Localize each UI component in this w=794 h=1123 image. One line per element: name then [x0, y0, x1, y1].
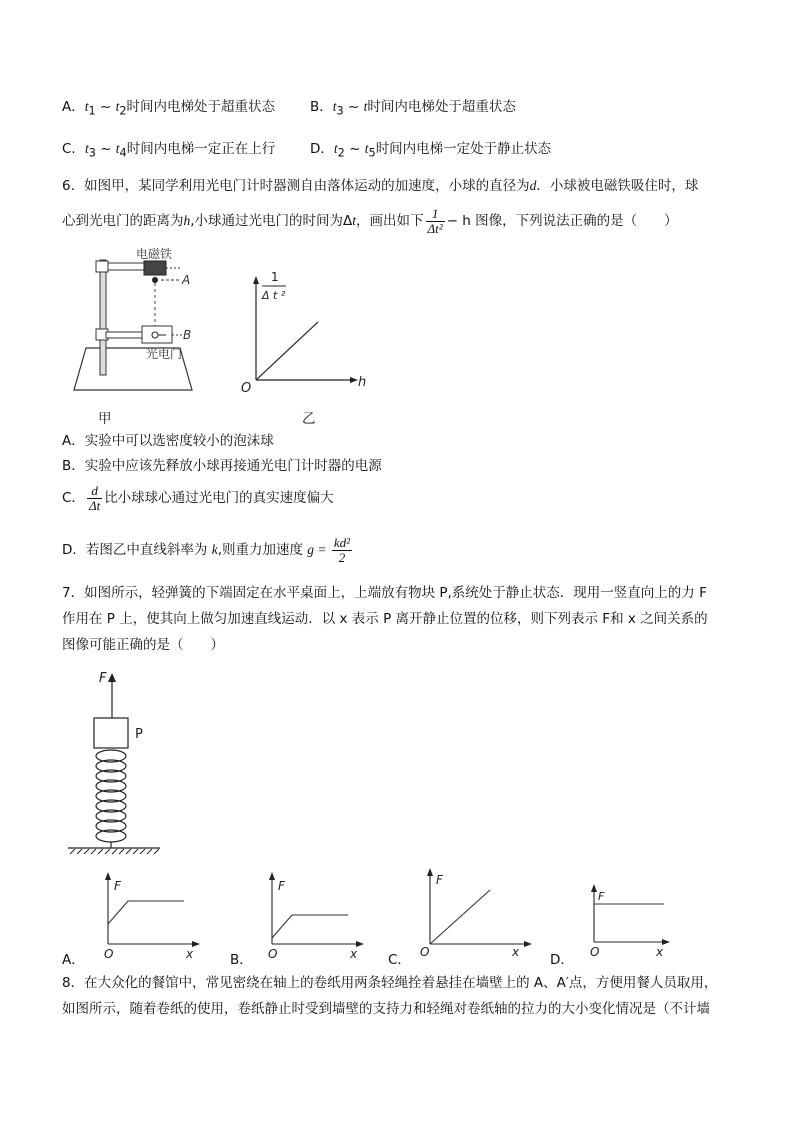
q6-origin: O [241, 381, 252, 396]
q6-caption-jia: 甲 [98, 411, 112, 427]
q6-y-den: Δ t ² [262, 289, 286, 302]
svg-text:O: O [268, 947, 278, 961]
q6-label-gate: 光电门 [146, 347, 183, 361]
svg-text:F: F [278, 879, 285, 893]
q6-option-d: D．若图乙中直线斜率为 k,则重力加速度 g = $\frac{\text{kd²}}{2}$ [62, 534, 351, 565]
q6-option-c: C． $\frac{d}{\Delta t}$ 比小球球心通过光电门的真实速度偏大 [62, 482, 334, 513]
svg-text:O: O [420, 945, 430, 959]
q7-option-a-graph [98, 870, 208, 960]
q6-label-magnet: 电磁铁 [136, 247, 173, 261]
q6-stem-fraction: $\frac{1}{\text{Δt²}}$ [427, 205, 443, 236]
q7-option-b-key: B． [230, 952, 253, 968]
q6-option-a: A．实验中可以选密度较小的泡沫球 [62, 433, 274, 449]
svg-text:F: F [114, 879, 121, 893]
q6-option-c-fraction: $\frac{d}{\Delta t}$ [88, 482, 101, 513]
q7-option-c-graph [420, 866, 540, 959]
svg-text:x: x [512, 945, 520, 959]
q6-y-num: 1 [271, 270, 279, 284]
q6-option-b: B．实验中应该先释放小球再接通光电门计时器的电源 [62, 458, 382, 474]
q7-option-a-curve [108, 901, 184, 924]
q7-option-b-graph [262, 870, 372, 960]
svg-text:F: F [436, 873, 443, 887]
q5-option-c: C．$t_3$ ~ $t_4$时间内电梯一定正在上行 [62, 141, 276, 160]
q7-block-label: P [135, 727, 143, 742]
q7-stem-line1: 7．如图所示，轻弹簧的下端固定在水平桌面上，上端放有物块 P,系统处于静止状态．现用一竖直向上的力 F [62, 585, 707, 601]
q5-option-a: A．$t_1$ ~ $t_2$时间内电梯处于超重状态 [62, 99, 276, 118]
q5-option-b: B．$t_3$ ~ t时间内电梯处于超重状态 [310, 99, 516, 118]
svg-text:O: O [590, 945, 600, 959]
q8-stem-line1: 8．在大众化的餐馆中，常见密绕在轴上的卷纸用两条轻绳拴着悬挂在墙壁上的 A、A′点，方便用餐人员取用， [62, 975, 718, 991]
q6-stem-line1: 6．如图甲，某同学利用光电门计时器测自由落体运动的加速度，小球的直径为d．小球被电磁铁吸住时，球 [62, 178, 699, 194]
q6-caption-yi: 乙 [302, 411, 316, 427]
q8-stem-line2: 如图所示，随着卷纸的使用，卷纸静止时受到墙壁的支持力和轻绳对卷纸轴的拉力的大小变化情况是（不计墙 [62, 1001, 710, 1017]
svg-text:x: x [350, 947, 358, 961]
q7-spring-figure [62, 668, 172, 858]
q6-stem-line2: 心到光电门的距离为h,小球通过光电门的时间为Δt，画出如下 $\frac{1}{\text{Δt²}}$ − h 图像，下列说法正确的是（ ） [62, 205, 678, 236]
q6-graph-line [256, 322, 318, 380]
q6-option-d-fraction: $\frac{\text{kd²}}{2}$ [333, 534, 351, 565]
svg-text:F: F [598, 890, 605, 903]
q6-figure-jia [62, 245, 262, 395]
q7-stem-line2: 作用在 P 上，使其向上做匀加速直线运动．以 x 表示 P 离开静止位置的位移，则下列表示 F和 x 之间关系的 [62, 611, 708, 627]
q6-figure-yi [240, 268, 380, 396]
q7-option-d-key: D． [550, 952, 574, 968]
svg-text:x: x [656, 945, 664, 959]
q7-option-c-key: C． [388, 952, 411, 968]
q7-stem-line3: 图像可能正确的是（ ） [62, 637, 224, 653]
svg-text:x: x [186, 947, 194, 961]
q7-option-d-graph [584, 882, 694, 972]
q6-label-a: A [182, 273, 191, 287]
svg-text:O: O [104, 947, 114, 961]
q5-option-d: D．$t_2$ ~ $t_5$时间内电梯一定处于静止状态 [310, 141, 552, 160]
q7-option-c-curve [430, 890, 490, 944]
q7-force-label: F [99, 671, 107, 686]
q7-option-b-curve [272, 915, 348, 938]
q6-x-label: h [358, 375, 367, 390]
q6-label-b: B [183, 328, 192, 342]
q7-option-a-key: A． [62, 952, 85, 968]
